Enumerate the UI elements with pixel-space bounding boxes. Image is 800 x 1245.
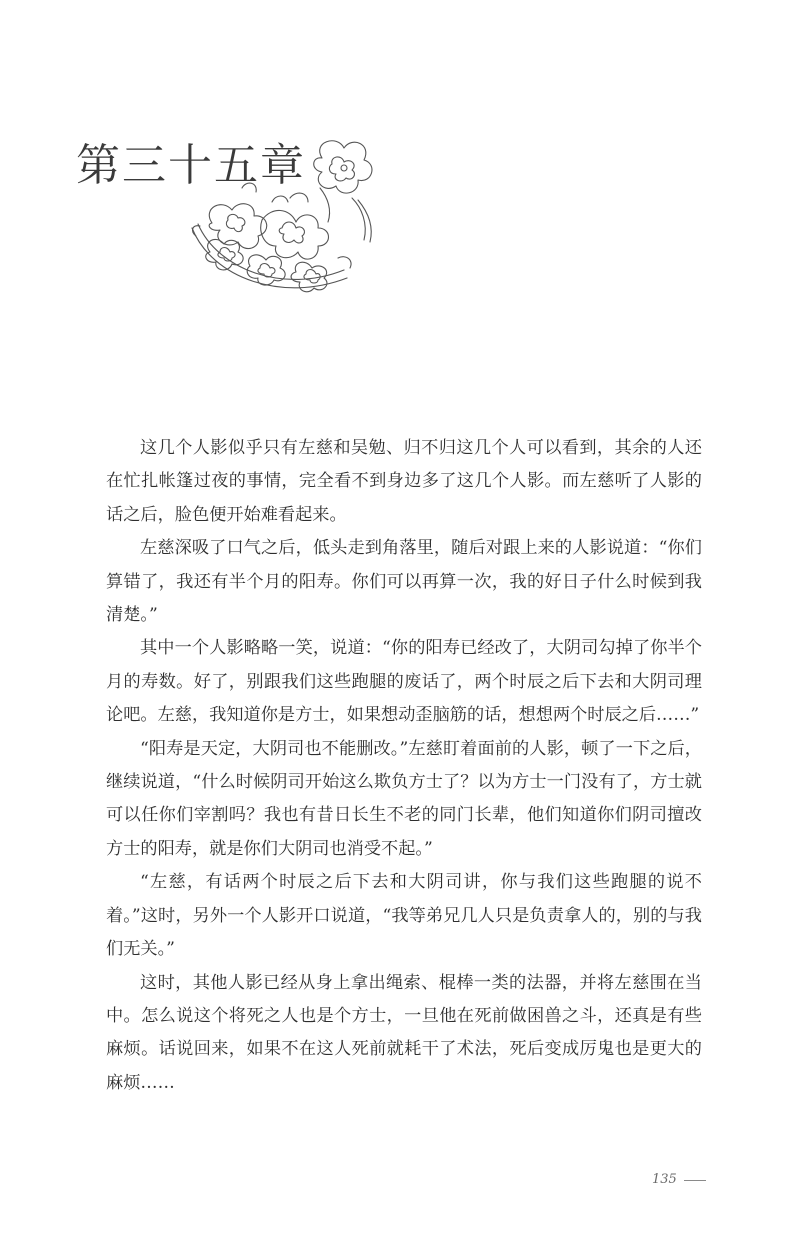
paragraph: 左慈深吸了口气之后，低头走到角落里，随后对跟上来的人影说道：“你们算错了，我还有半个月的阳寿。你们可以再算一次，我的好日子什么时候到我清楚。”: [106, 538, 702, 626]
paragraph: “左慈，有话两个时辰之后下去和大阴司讲，你与我们这些跑腿的说不着。”这时，另外一个人影开口说道，“我等弟兄几人只是负责拿人的，别的与我们无关。”: [106, 872, 702, 960]
paragraph: “阳寿是天定，大阴司也不能删改。”左慈盯着面前的人影，顿了一下之后，继续说道，“什么时候阴司开始这么欺负方士了？以为方士一门没有了，方士就可以任你们宰割吗？我也有昔日长生不老的同门长辈，他们知道你们阴司擅改方士的阳寿，就是你们大阴司也消受不起。”: [106, 738, 702, 859]
chapter-title: 第三十五章: [76, 140, 306, 191]
cloud-ornament-icon: [172, 128, 382, 303]
paragraph: 这时，其他人影已经从身上拿出绳索、棍棒一类的法器，并将左慈围在当中。怎么说这个将死之人也是个方士，一旦他在死前做困兽之斗，还真是有些麻烦。话说回来，如果不在这人死前就耗干了术法，死后变成厉鬼也是更大的麻烦……: [106, 972, 702, 1093]
paragraph: 其中一个人影略略一笑，说道：“你的阳寿已经改了，大阴司勾掉了你半个月的寿数。好了，别跟我们这些跑腿的废话了，两个时辰之后下去和大阴司理论吧。左慈，我知道你是方士，如果想动歪脑筋的话，想想两个时辰之后……”: [106, 638, 702, 726]
paragraph: 这几个人影似乎只有左慈和吴勉、归不归这几个人可以看到，其余的人还在忙扎帐篷过夜的事情，完全看不到身边多了这几个人影。而左慈听了人影的话之后，脸色便开始难看起来。: [106, 438, 702, 525]
page-number: 135: [652, 1172, 677, 1187]
page-number-dash: [684, 1180, 706, 1181]
chapter-body: [106, 432, 702, 1100]
